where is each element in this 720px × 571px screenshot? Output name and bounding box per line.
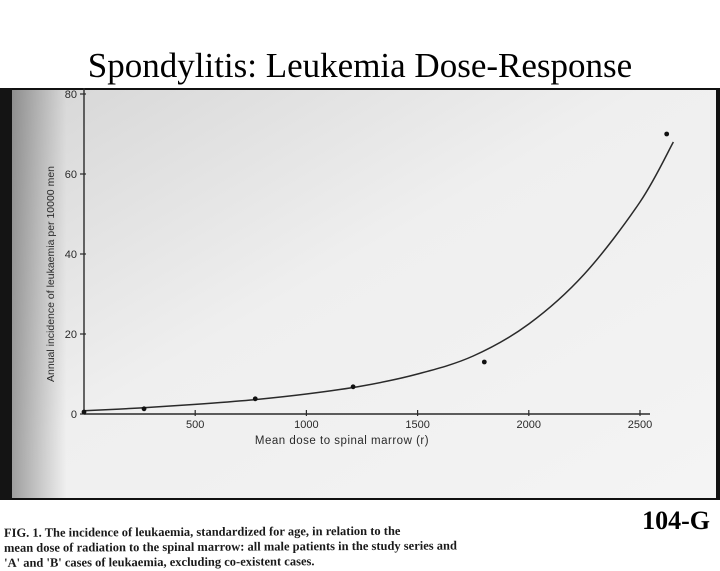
slide-number: 104-G: [642, 506, 710, 535]
data-point: [351, 384, 356, 389]
caption-line-1: FIG. 1. The incidence of leukaemia, standardized for age, in relation to the: [3, 523, 401, 540]
data-point: [142, 406, 147, 411]
y-tick-label: 80: [64, 89, 77, 101]
caption-line-2: mean dose of radiation to the spinal marrow: all male patients in the study series and: [3, 538, 457, 555]
caption-line-3: 'A' and 'B' cases of leukaemia, excluding co-existent cases.: [4, 554, 315, 570]
y-tick-label: 40: [64, 249, 77, 261]
slide-title: Spondylitis: Leukemia Dose-Response: [87, 46, 633, 85]
figure-caption: [4, 522, 716, 571]
x-tick-label: 2000: [516, 419, 542, 431]
data-point: [664, 132, 669, 137]
x-axis-label: Mean dose to spinal marrow (r): [254, 435, 430, 447]
x-tick-label: 500: [186, 419, 205, 431]
scan-left-border: [0, 88, 12, 500]
data-point: [253, 396, 258, 401]
y-axis-label: Annual incidence of leukaemia per 10000 men: [45, 166, 57, 382]
y-tick-label: 20: [64, 329, 77, 341]
y-tick-label: 60: [64, 169, 77, 181]
x-tick-label: 1500: [405, 419, 430, 431]
y-tick-label: 0: [70, 409, 77, 421]
dose-response-chart: [0, 88, 720, 500]
data-point: [82, 410, 87, 415]
data-point: [482, 360, 487, 365]
x-tick-label: 1000: [294, 419, 319, 431]
x-tick-label: 2500: [627, 419, 653, 431]
